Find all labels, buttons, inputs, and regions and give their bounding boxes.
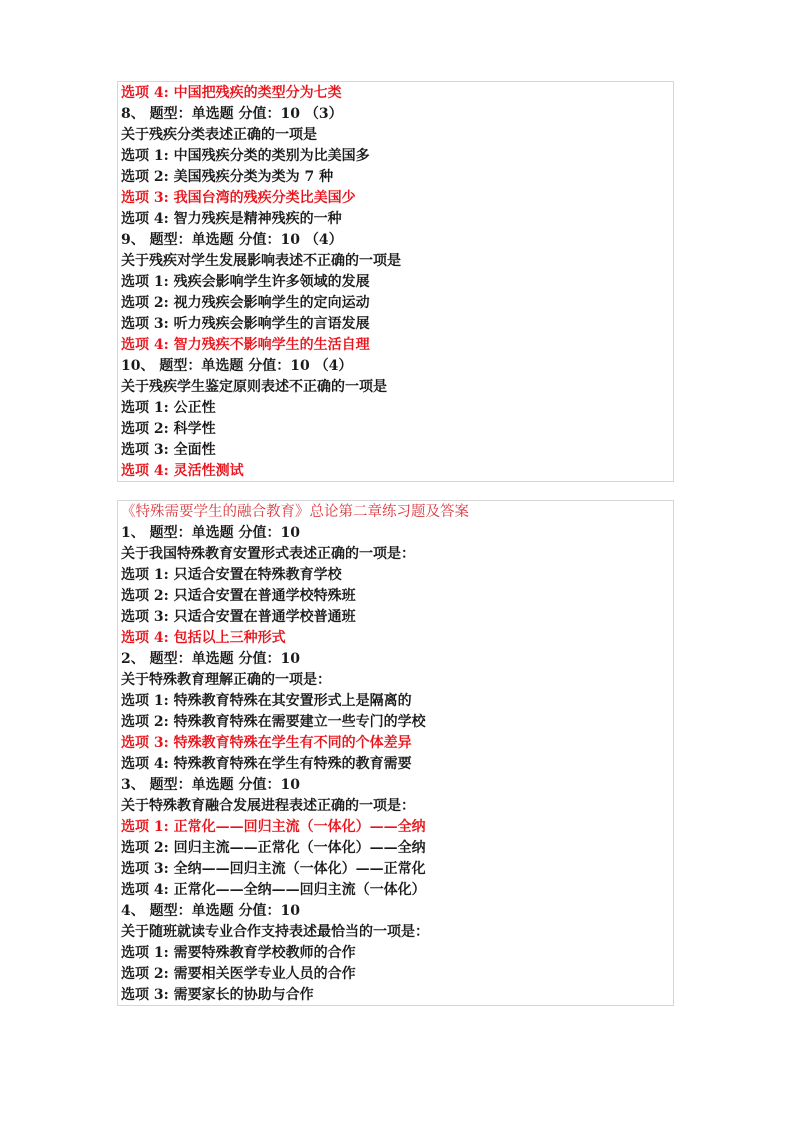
question-block-2 bbox=[117, 500, 674, 1006]
answer-line: 选项 3: 特殊教育特殊在学生有不同的个体差异 bbox=[121, 735, 412, 751]
option-line: 选项 1: 只适合安置在特殊教育学校 bbox=[121, 567, 342, 583]
option-line: 选项 2: 美国残疾分类为类为 7 种 bbox=[121, 169, 334, 185]
option-line: 选项 1: 公正性 bbox=[121, 400, 216, 416]
option-line: 选项 2: 回归主流——正常化（一体化）——全纳 bbox=[121, 840, 426, 856]
question-header: 4、 题型：单选题 分值：10 bbox=[121, 903, 300, 919]
question-block-1 bbox=[117, 81, 674, 482]
option-line: 选项 3: 全面性 bbox=[121, 442, 216, 458]
option-line: 选项 3: 需要家长的协助与合作 bbox=[121, 987, 314, 1003]
question-stem: 关于特殊教育融合发展进程表述正确的一项是： bbox=[121, 798, 415, 814]
answer-line: 选项 4: 中国把残疾的类型分为七类 bbox=[121, 85, 342, 101]
option-line: 选项 2: 只适合安置在普通学校特殊班 bbox=[121, 588, 356, 604]
option-line: 选项 4: 正常化——全纳——回归主流（一体化） bbox=[121, 882, 426, 898]
question-header: 10、 题型：单选题 分值：10 （4） bbox=[121, 358, 353, 374]
question-header: 2、 题型：单选题 分值：10 bbox=[121, 651, 300, 667]
option-line: 选项 3: 全纳——回归主流（一体化）——正常化 bbox=[121, 861, 426, 877]
option-line: 选项 4: 特殊教育特殊在学生有特殊的教育需要 bbox=[121, 756, 412, 772]
option-line: 选项 2: 科学性 bbox=[121, 421, 216, 437]
option-line: 选项 1: 残疾会影响学生许多领域的发展 bbox=[121, 274, 370, 290]
question-stem: 关于特殊教育理解正确的一项是： bbox=[121, 672, 331, 688]
chapter-title: 《特殊需要学生的融合教育》总论第二章练习题及答案 bbox=[121, 504, 469, 520]
option-line: 选项 3: 听力残疾会影响学生的言语发展 bbox=[121, 316, 370, 332]
question-header: 3、 题型：单选题 分值：10 bbox=[121, 777, 300, 793]
answer-line: 选项 4: 灵活性测试 bbox=[121, 463, 244, 479]
question-header: 9、 题型：单选题 分值：10 （4） bbox=[121, 232, 343, 248]
answer-line: 选项 4: 智力残疾不影响学生的生活自理 bbox=[121, 337, 370, 353]
option-line: 选项 2: 特殊教育特殊在需要建立一些专门的学校 bbox=[121, 714, 426, 730]
option-line: 选项 3: 只适合安置在普通学校普通班 bbox=[121, 609, 356, 625]
question-stem: 关于残疾学生鉴定原则表述不正确的一项是 bbox=[121, 379, 387, 395]
answer-line: 选项 3: 我国台湾的残疾分类比美国少 bbox=[121, 190, 356, 206]
answer-line: 选项 4: 包括以上三种形式 bbox=[121, 630, 286, 646]
option-line: 选项 1: 特殊教育特殊在其安置形式上是隔离的 bbox=[121, 693, 412, 709]
question-header: 1、 题型：单选题 分值：10 bbox=[121, 525, 300, 541]
option-line: 选项 4: 智力残疾是精神残疾的一种 bbox=[121, 211, 342, 227]
option-line: 选项 2: 视力残疾会影响学生的定向运动 bbox=[121, 295, 370, 311]
question-stem: 关于随班就读专业合作支持表述最恰当的一项是： bbox=[121, 924, 429, 940]
option-line: 选项 1: 需要特殊教育学校教师的合作 bbox=[121, 945, 356, 961]
question-stem: 关于我国特殊教育安置形式表述正确的一项是： bbox=[121, 546, 415, 562]
option-line: 选项 1: 中国残疾分类的类别为比美国多 bbox=[121, 148, 370, 164]
answer-line: 选项 1: 正常化——回归主流（一体化）——全纳 bbox=[121, 819, 426, 835]
question-stem: 关于残疾对学生发展影响表述不正确的一项是 bbox=[121, 253, 401, 269]
option-line: 选项 2: 需要相关医学专业人员的合作 bbox=[121, 966, 356, 982]
question-header: 8、 题型：单选题 分值：10 （3） bbox=[121, 106, 343, 122]
question-stem: 关于残疾分类表述正确的一项是 bbox=[121, 127, 317, 143]
